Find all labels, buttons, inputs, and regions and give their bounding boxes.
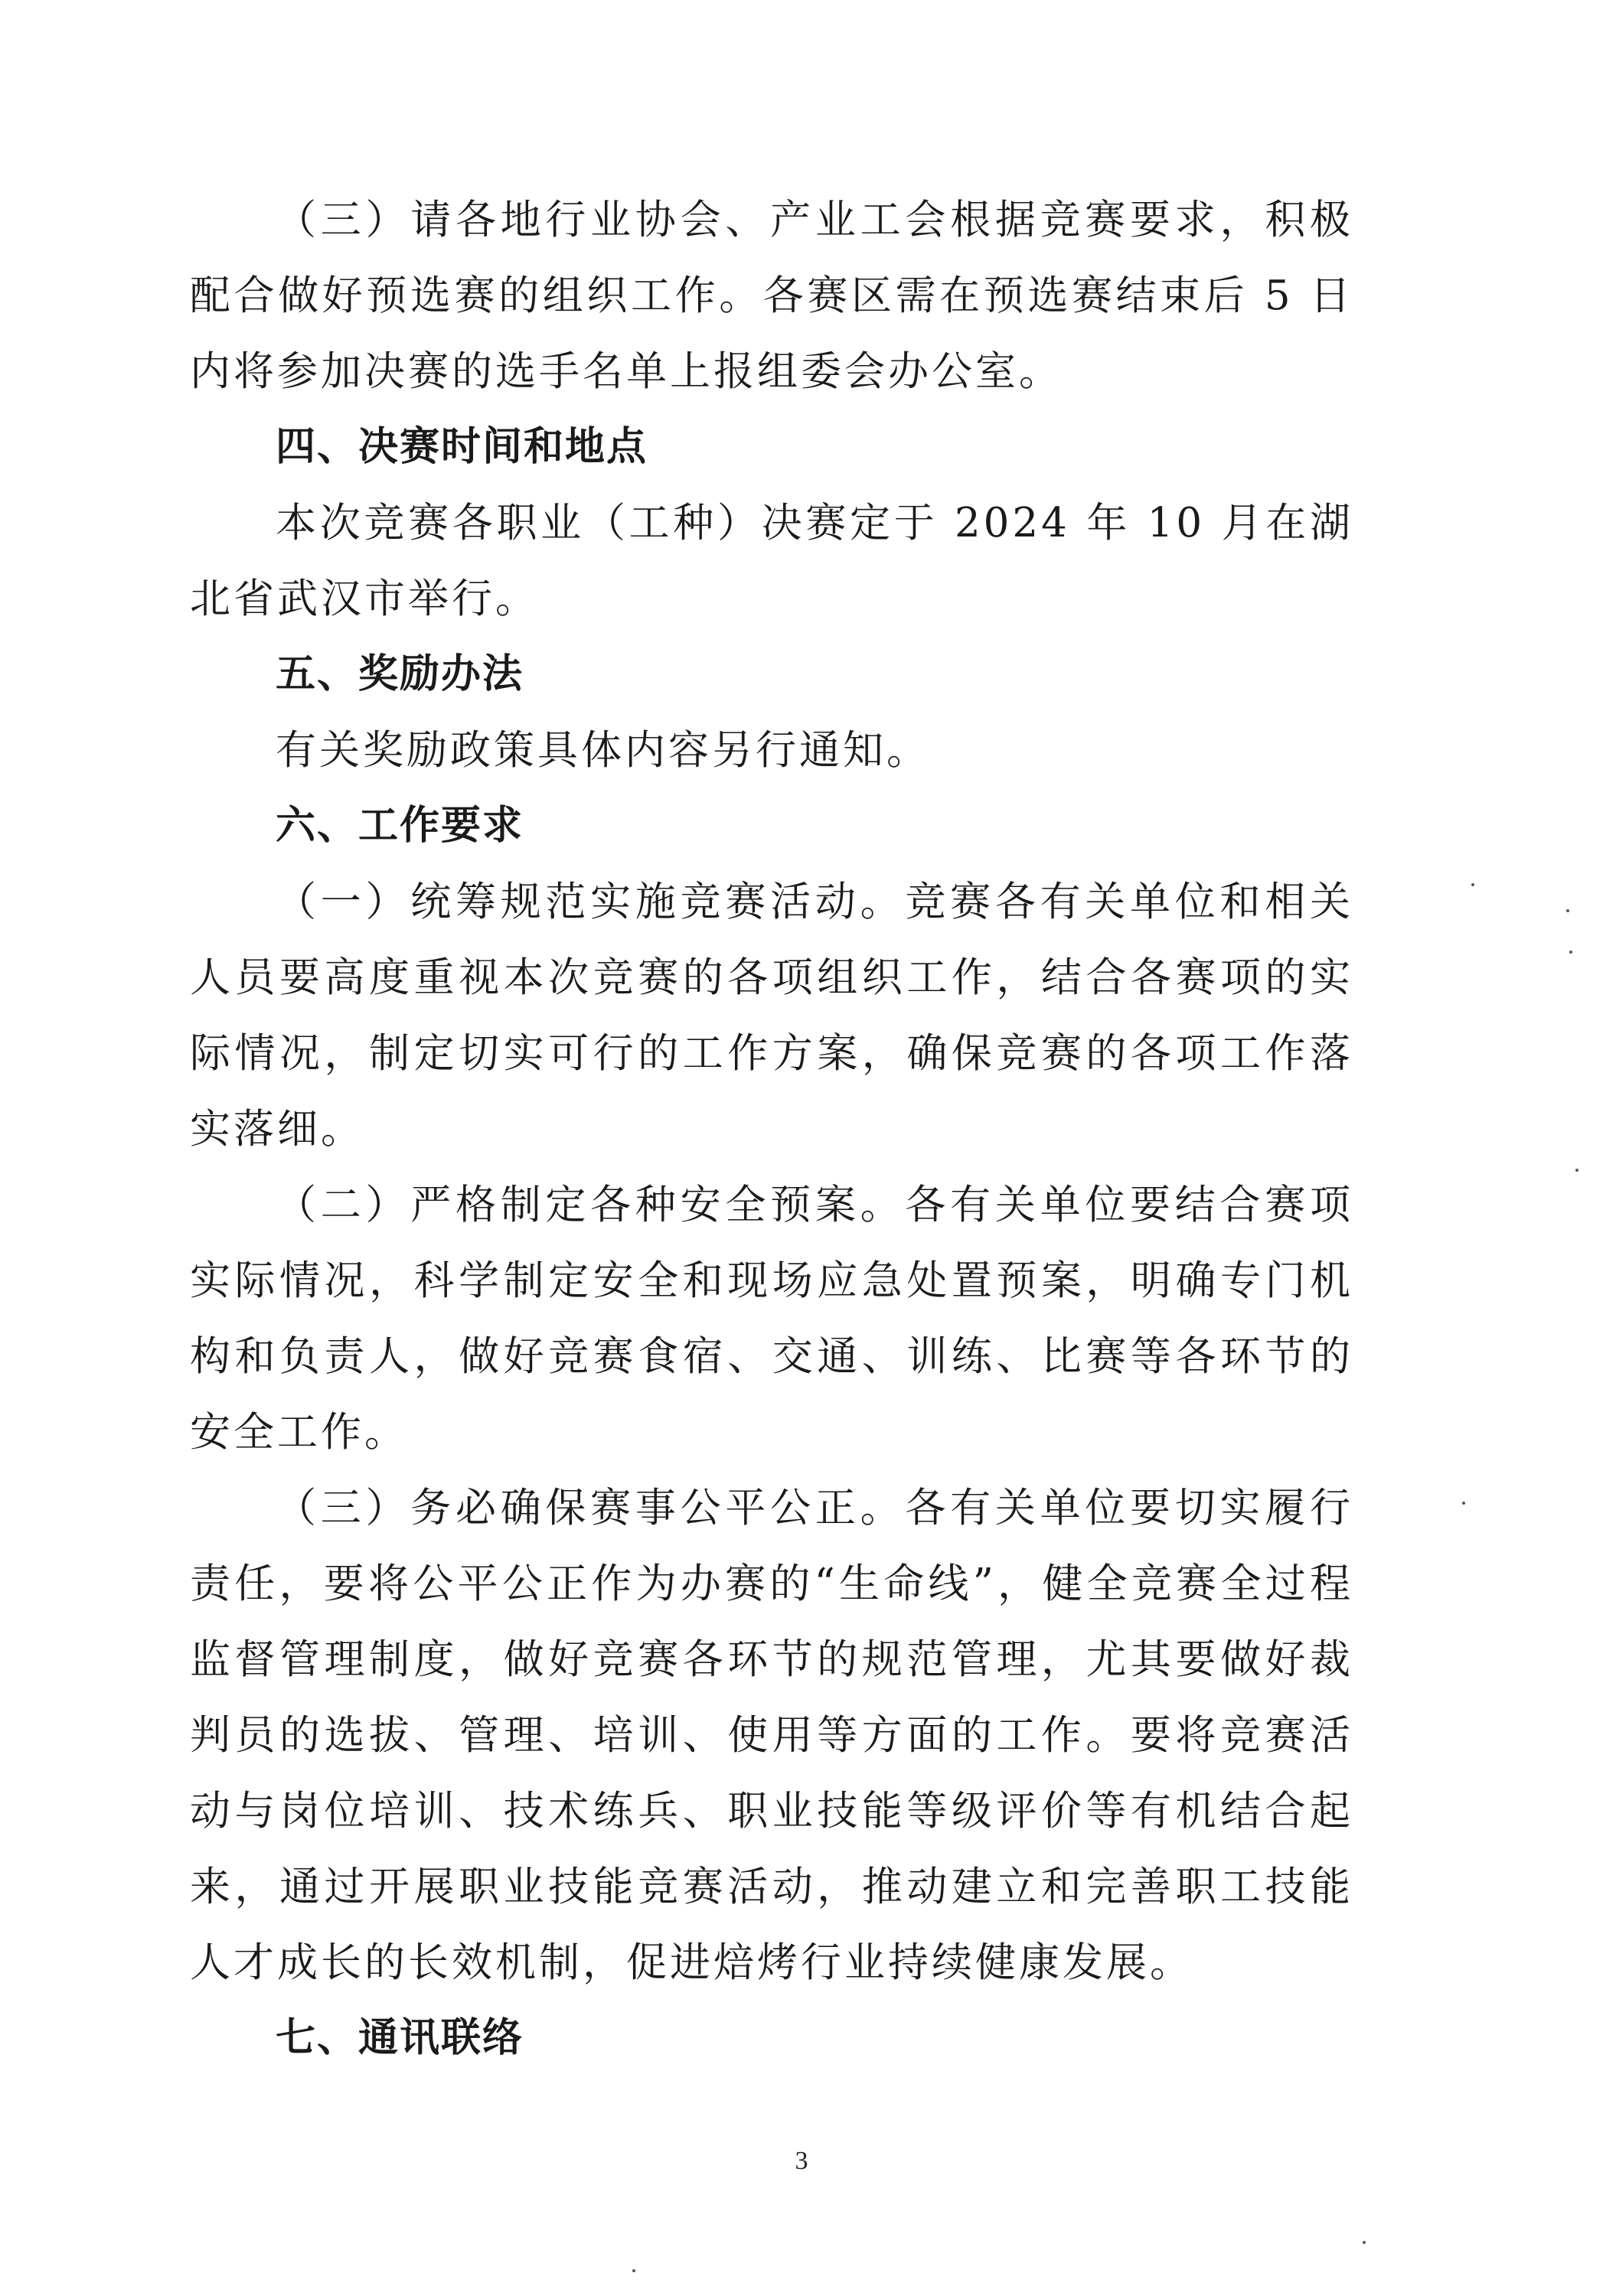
scan-speck (1575, 1169, 1579, 1172)
scan-speck (1566, 909, 1569, 912)
heading-rewards: 五、奖励办法 (276, 651, 524, 697)
scan-speck (1462, 1502, 1465, 1505)
heading-final-time-location: 四、决赛时间和地点 (276, 424, 648, 470)
scan-speck (1363, 2241, 1366, 2244)
paragraph-requirement-two: （二）严格制定各种安全预案。各有关单位要结合赛项实际情况，科学制定安全和现场应急处置预案，明确专门机构和负责人，做好竞赛食宿、交通、训练、比赛等各环节的安全工作。 (190, 1182, 1353, 1456)
heading-work-requirements: 六、工作要求 (276, 803, 524, 849)
paragraph-three-cooperation: （三）请各地行业协会、产业工会根据竞赛要求，积极配合做好预选赛的组织工作。各赛区需在预选赛结束后 5 日内将参加决赛的选手名单上报组委会办公室。 (190, 197, 1353, 395)
document-body (190, 182, 1353, 2076)
paragraph-requirement-one: （一）统筹规范实施竞赛活动。竞赛各有关单位和相关人员要高度重视本次竞赛的各项组织工作，结合各赛项的实际情况，制定切实可行的工作方案，确保竞赛的各项工作落实落细。 (190, 879, 1353, 1153)
paragraph-rewards: 有关奖励政策具体内容另行通知。 (276, 727, 930, 774)
paragraph-final-schedule: 本次竞赛各职业（工种）决赛定于 2024 年 10 月在湖北省武汉市举行。 (190, 500, 1353, 622)
scan-speck (632, 2269, 635, 2272)
heading-contact: 七、通讯联络 (276, 2015, 524, 2061)
page-number: 3 (795, 2147, 808, 2175)
scan-speck (1569, 951, 1572, 954)
paragraph-requirement-three: （三）务必确保赛事公平公正。各有关单位要切实履行责任，要将公平公正作为办赛的“生命线”，健全竞赛全过程监督管理制度，做好竞赛各环节的规范管理，尤其要做好裁判员的选拔、管理、培训、使用等方面的工作。要将竞赛活动与岗位培训、技术练兵、职业技能等级评价等有机结合起来，通过开展职业技能竞赛活动，推动建立和完善职工技能人才成长的长效机制，促进焙烤行业持续健康发展。 (190, 1485, 1353, 1986)
scan-speck (1471, 883, 1474, 886)
